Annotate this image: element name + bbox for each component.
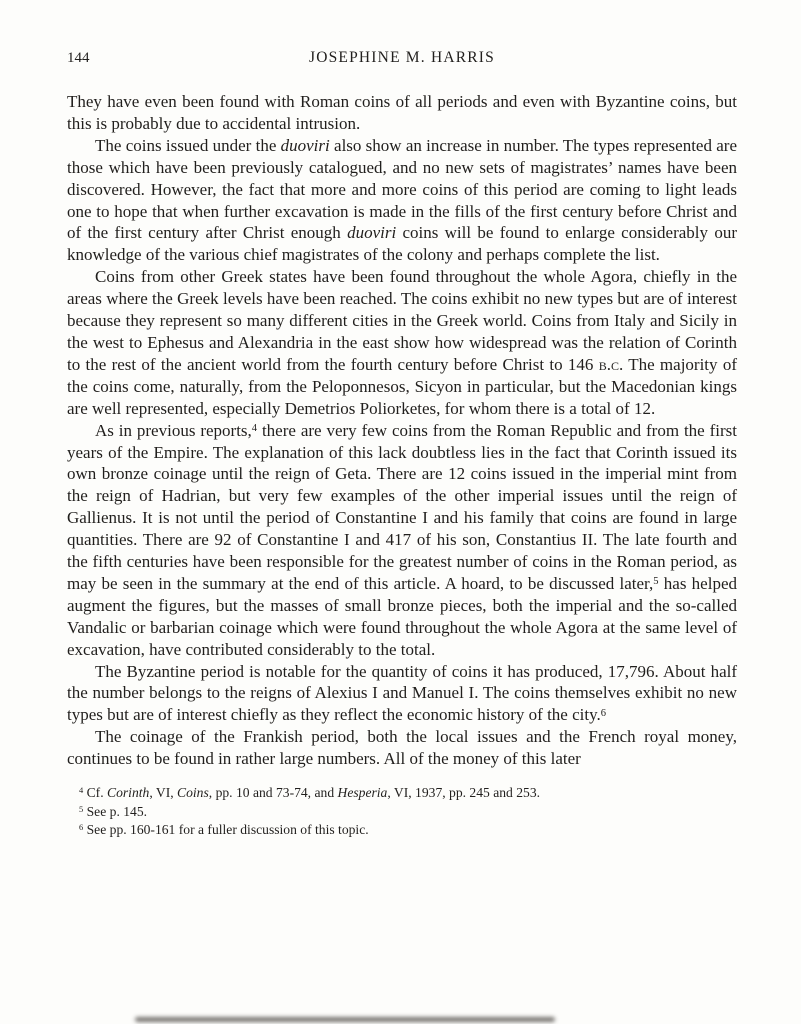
text-run: there are very few coins from the Roman Republic and from the first years of the Empire. The explanation of this lack doubtless lies in the fact that Corinth issued its own bronze coinage until the reign of Geta. There are 12 coins issued in the imperial mint from the reign of Hadrian, but very few examples of the other imperial issues until the reign of Gallienus. It is not until the period of Constantine I and his family that coins are found in large quantities. There are 92 of Constantine I and 417 of his son, Constantius II. The late fourth and the fifth centuries have been responsible for the greatest number of coins in the Roman period, as may be seen in the summary at the end of this article. A hoard, to be discussed later, bbox=[67, 420, 737, 593]
paragraph bbox=[67, 91, 737, 135]
text-run: As in previous reports, bbox=[95, 420, 252, 440]
text-run: They have even been found with Roman coins of all periods and even with Byzantine coins, but this is probably due to accidental intrusion. bbox=[67, 92, 737, 133]
paragraph bbox=[67, 135, 737, 266]
footnote-marker: 6 bbox=[79, 822, 84, 833]
text-run: , VI, bbox=[149, 785, 178, 801]
footnote bbox=[67, 803, 737, 821]
text-run: also show an increase in number. The types represented are those which have been previously catalogued, and no new sets of magistrates’ names have been discovered. However, the fact that more and more coins of this period are coming to light leads one to hope that when further excavation is made in the fills of the first century before Christ and of the first century after Christ enough bbox=[67, 135, 737, 243]
text-run: Cf. bbox=[83, 785, 108, 801]
text-run: coins will be found to enlarge considerably our knowledge of the various chief magistrates of the colony and perhaps complete the list. bbox=[67, 223, 737, 265]
paragraph bbox=[67, 266, 737, 419]
text-run: , pp. 10 and 73-74, and bbox=[208, 785, 338, 801]
text-run: The majority of the coins come, naturally, from the Peloponnesos, Sicyon in particular, but the Macedonian kings are well represented, especially Demetrios Poliorketes, for whom there is a total of 12. bbox=[67, 354, 737, 418]
paragraph bbox=[67, 420, 737, 661]
footnote bbox=[67, 821, 737, 839]
footnote-marker: 4 bbox=[79, 785, 84, 796]
text-run: Coins bbox=[177, 785, 209, 801]
text-run: The Byzantine period is notable for the quantity of coins it has produced, 17,796. About half the number belongs to the reigns of Alexius I and Manuel I. The coins themselves exhibit no new types but are of interest chiefly as they reflect the economic history of the city. bbox=[67, 661, 737, 725]
footnotes bbox=[67, 784, 737, 839]
text-run: b.c. bbox=[598, 354, 624, 374]
text-run: Corinth bbox=[107, 785, 150, 801]
text-run: , VI, 1937, pp. 245 and 253. bbox=[387, 785, 541, 801]
text-run: Coins from other Greek states have been found throughout the whole Agora, chiefly in the areas where the Greek levels have been reached. The coins exhibit no new types but are of interest because they represent so many different cities in the Greek world. Coins from Italy and Sicily in the west to Ephesus and Alexandria in the east show how widespread was the relation of Corinth to the rest of the ancient world from the fourth century before Christ to 146 bbox=[67, 267, 737, 374]
page-header bbox=[67, 49, 737, 69]
body-text bbox=[67, 91, 737, 770]
footnote-marker: 6 bbox=[600, 707, 606, 719]
text-run: has helped augment the figures, but the masses of small bronze pieces, both the imperial and the so-called Vandalic or barbarian coinage which were found throughout the whole Agora at the same level of excavation, have contributed considerably to the total. bbox=[67, 573, 737, 659]
paragraph bbox=[67, 661, 737, 727]
scan-artifact-shadow bbox=[135, 1017, 555, 1022]
text-run: See p. 145. bbox=[83, 803, 148, 819]
footnote bbox=[67, 784, 737, 802]
page-number: 144 bbox=[67, 50, 90, 66]
text-run: duoviri bbox=[280, 135, 330, 155]
paragraph bbox=[67, 726, 737, 770]
text-run: The coinage of the Frankish period, both the local issues and the French royal money, continues to be found in rather large numbers. All of the money of this later bbox=[67, 727, 737, 769]
running-head: JOSEPHINE M. HARRIS bbox=[308, 49, 495, 66]
text-run: The coins issued under the bbox=[95, 135, 281, 155]
footnote-marker: 5 bbox=[79, 803, 84, 814]
text-run: See pp. 160-161 for a fuller discussion of this topic. bbox=[83, 821, 369, 837]
text-run: duoviri bbox=[347, 223, 397, 243]
page-content bbox=[67, 49, 737, 839]
footnote-marker: 4 bbox=[251, 422, 258, 434]
footnote-marker: 5 bbox=[653, 576, 659, 588]
text-run: Hesperia bbox=[337, 785, 388, 801]
